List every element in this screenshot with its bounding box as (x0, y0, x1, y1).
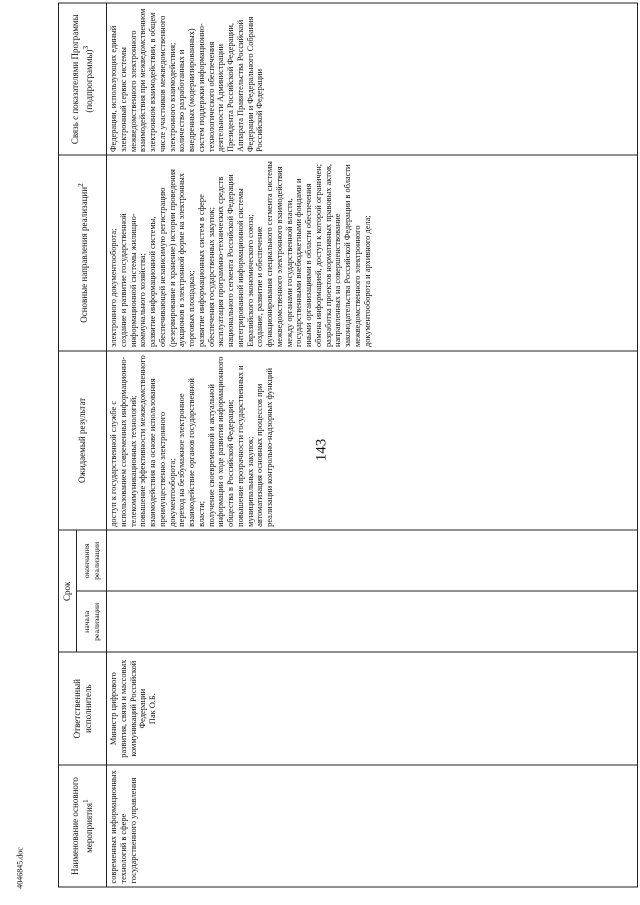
header-executor: Ответственный исполнитель (59, 652, 107, 765)
cell-end (107, 530, 638, 591)
header-name: Наименование основного мероприятия$^1$ (59, 765, 107, 887)
cell-start (107, 591, 638, 652)
header-start: начала реализации (77, 591, 107, 652)
document-code: 4046845.doc (15, 847, 25, 889)
header-result: Ожидаемый результат (59, 350, 107, 530)
page-number: 143 (313, 438, 330, 462)
header-term: Срок (59, 530, 77, 652)
activities-table (58, 2, 638, 887)
cell-name: современных информационных технологий в сфере государственного управления (107, 765, 638, 887)
cell-directions: электронного документооборота; создание и развитие государственной информационной системы жилищно-коммунального хозяйства; развитие информационной системы, обеспечивающей независимую регистрацию (резервирование и хранение) истории проведения аукционов в электронной форме на электронных торговых площадках; развитие информационных систем в сфере обеспечения государственных закупок; эксплуатация программно-технических средств национального сегмента Российской Федерации интегрированной информационной системы Евразийского экономического союза; создание, развитие и обеспечение функционирования специального сегмента системы межведомственного электронного взаимодействия между органами государственной власти, государственными внебюджетными фондами и иными организациями в области обеспечения обмена информацией, доступ к которой ограничен; разработка проектов нормативных правовых актов, направленных на совершенствование законодательства Российской Федерации в области межведомственного электронного документооборота и архивного дела; (107, 155, 638, 350)
rotated-table-sheet (58, 2, 638, 887)
header-end: окончания реализации (77, 530, 107, 591)
cell-result: доступ к государственной службе с использованием современных информационно-телекоммуникационных технологий; повышение эффективности межведомственного взаимодействия на основе использования преимущественно электронного документооборота; переход на безбумажное электронное взаимодействие органов государственной власти; получение своевременной и актуальной информации о ходе развития информационного общества в Российской Федерации; повышение прозрачности государственных и муниципальных закупок; автоматизация основных процессов при реализации контрольно-надзорных функций (107, 350, 638, 530)
header-directions: Основные направления реализации$^2$ (59, 155, 107, 350)
header-link: Связь с показателями Программы (подпрограммы)$^3$ (59, 3, 107, 155)
table-row (107, 3, 638, 887)
cell-link: Федерации, использующих единый электронный сервис системы межведомственного электронного взаимодействия при межведомственном электронном взаимодействии, в общем числе участников межведомственного электронного взаимодействия; количество разработанных и внедренных (модернизированных) систем поддержки информационно-технологического обеспечения деятельности Администрации Президента Российской Федерации, Аппарата Правительства Российской Федерации и Федерального Собрания Российской Федерации (107, 3, 638, 155)
cell-executor: Министр цифрового развития, связи и массовых коммуникаций Российской Федерации Пак О.Б. (107, 652, 638, 765)
